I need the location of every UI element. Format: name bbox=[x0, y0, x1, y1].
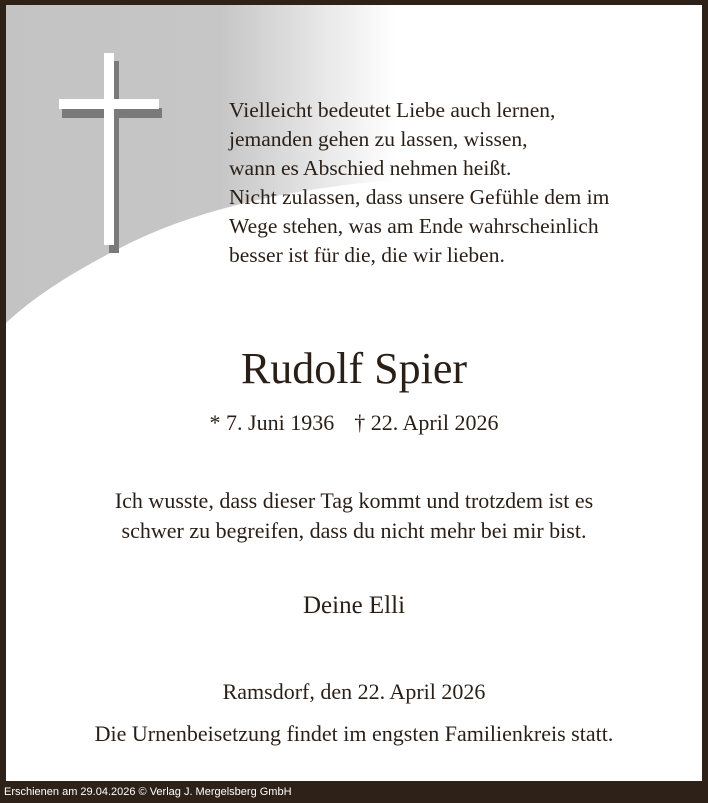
quote-line: Vielleicht bedeutet Liebe auch lernen, bbox=[229, 98, 556, 122]
publication-footer: Erschienen am 29.04.2026 © Verlag J. Mergelsberg GmbH bbox=[4, 786, 292, 798]
quote-line: besser ist für die, die wir lieben. bbox=[229, 243, 505, 267]
burial-note: Die Urnenbeisetzung findet im engsten Familienkreis statt. bbox=[94, 721, 614, 746]
deceased-name: Rudolf Spier bbox=[240, 344, 468, 393]
poem-quote bbox=[229, 96, 609, 270]
place-date: Ramsdorf, den 22. April 2026 bbox=[222, 679, 486, 704]
obituary-card bbox=[6, 5, 702, 781]
life-dates bbox=[6, 410, 702, 436]
death-date: † 22. April 2026 bbox=[354, 410, 499, 435]
message-line: Ich wusste, dass dieser Tag kommt und trotzdem ist es bbox=[114, 488, 594, 513]
quote-line: Nicht zulassen, dass unsere Gefühle dem im bbox=[229, 185, 610, 209]
quote-line: Wege stehen, was am Ende wahrscheinlich bbox=[229, 214, 599, 238]
birth-date: * 7. Juni 1936 bbox=[209, 410, 335, 435]
message-line: schwer zu begreifen, dass du nicht mehr bei mir bist. bbox=[121, 518, 587, 543]
quote-line: wann es Abschied nehmen heißt. bbox=[229, 156, 512, 180]
signature: Deine Elli bbox=[302, 592, 406, 619]
personal-message bbox=[6, 486, 702, 546]
quote-line: jemanden gehen zu lassen, wissen, bbox=[229, 127, 528, 151]
